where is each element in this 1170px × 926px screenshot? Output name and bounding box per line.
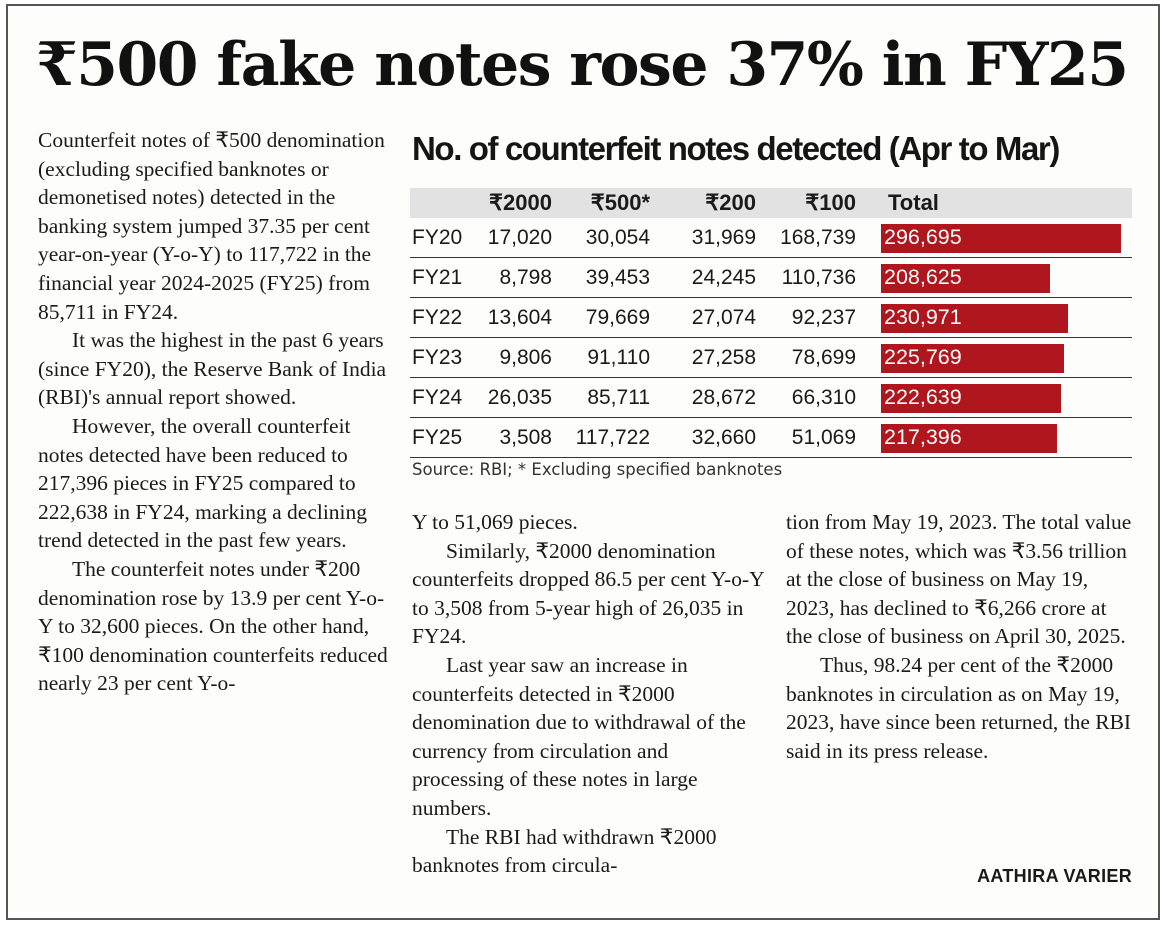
- paragraph: The RBI had withdrawn ₹2000 banknotes from circula-: [412, 824, 717, 878]
- fiscal-year-cell: FY23: [412, 346, 463, 369]
- cell-500: 117,722: [575, 426, 650, 449]
- cell-200: 24,245: [691, 266, 756, 289]
- table-body: [410, 218, 1132, 458]
- cell-100: 92,237: [791, 306, 856, 329]
- column-header-2000: ₹2000: [489, 190, 552, 215]
- column-header-total: Total: [888, 190, 939, 215]
- fiscal-year-cell: FY22: [412, 306, 463, 329]
- table-row: [410, 378, 1132, 418]
- cell-200: 28,672: [691, 386, 756, 409]
- table-row: [410, 338, 1132, 378]
- cell-200: 27,074: [691, 306, 756, 329]
- cell-100: 168,739: [780, 226, 856, 249]
- column-header-100: ₹100: [805, 190, 856, 215]
- cell-100: 78,699: [791, 346, 856, 369]
- headline: ₹500 fake notes rose 37% in FY25: [36, 30, 1128, 100]
- paragraph: Y to 51,069 pieces.: [412, 510, 578, 534]
- table-row: [410, 218, 1132, 258]
- paragraph: Counterfeit notes of ₹500 denomination (excluding specified banknotes or demonetised notes) detected in the banking system jumped 37.35 per cent year-on-year (Y-o-Y) to 117,722 in the financial year 2024-2025 (FY25) from 85,711 in FY24.: [38, 128, 385, 324]
- cell-2000: 13,604: [487, 306, 552, 329]
- cell-200: 27,258: [691, 346, 756, 369]
- paragraph: Last year saw an increase in counterfeits detected in ₹2000 denomination due to withdrawal of the currency from circulation and processing of these notes in large numbers.: [412, 652, 746, 820]
- column-header-500: ₹500*: [590, 190, 650, 215]
- cell-100: 51,069: [791, 426, 856, 449]
- article-column-3: [786, 508, 1134, 765]
- paragraph: Similarly, ₹2000 denomination counterfeits dropped 86.5 per cent Y-o-Y to 3,508 from 5-year high of 26,035 in FY24.: [412, 538, 764, 649]
- cell-2000: 8,798: [499, 266, 552, 289]
- fiscal-year-cell: FY25: [412, 426, 463, 449]
- source-note: Source: RBI; * Excluding specified banknotes: [412, 460, 783, 479]
- paragraph: However, the overall counterfeit notes detected have been reduced to 217,396 pieces in FY25 compared to 222,638 in FY24, marking a declining trend detected in the past few years.: [38, 413, 368, 553]
- fiscal-year-cell: FY20: [412, 226, 463, 249]
- article-column-1: [38, 126, 388, 698]
- total-value-label: 296,695: [884, 225, 962, 249]
- cell-200: 31,969: [691, 226, 756, 249]
- column-header-200: ₹200: [705, 190, 756, 215]
- table-row: [410, 258, 1132, 298]
- table-title: No. of counterfeit notes detected (Apr to Mar): [412, 130, 1059, 167]
- table-row: [410, 298, 1132, 338]
- paragraph: Thus, 98.24 per cent of the ₹2000 banknotes in circulation as on May 19, 2023, have since been returned, the RBI said in its press release.: [786, 652, 1132, 763]
- cell-100: 110,736: [781, 266, 856, 289]
- fiscal-year-cell: FY24: [412, 386, 463, 409]
- fiscal-year-cell: FY21: [412, 266, 463, 289]
- paragraph: The counterfeit notes under ₹200 denomination rose by 13.9 per cent Y-o-Y to 32,600 pieces. On the other hand, ₹100 denomination counterfeits reduced nearly 23 per cent Y-o-: [38, 556, 388, 696]
- cell-500: 79,669: [585, 306, 650, 329]
- cell-500: 85,711: [587, 386, 650, 409]
- cell-2000: 3,508: [499, 426, 552, 449]
- cell-2000: 26,035: [487, 386, 552, 409]
- cell-500: 91,110: [587, 346, 650, 369]
- cell-500: 39,453: [585, 266, 650, 289]
- total-value-label: 217,396: [884, 425, 962, 449]
- cell-500: 30,054: [585, 226, 650, 249]
- paragraph: tion from May 19, 2023. The total value of these notes, which was ₹3.56 trillion at the close of business on May 19, 2023, has declined to ₹6,266 crore at the close of business on April 30, 2025.: [786, 510, 1132, 649]
- table-header-row: [410, 188, 1132, 218]
- cell-200: 32,660: [691, 426, 756, 449]
- table-row: [410, 418, 1132, 458]
- article-column-2: [412, 508, 764, 880]
- paragraph: It was the highest in the past 6 years (since FY20), the Reserve Bank of India (RBI)'s annual report showed.: [38, 328, 387, 410]
- total-value-label: 208,625: [884, 265, 962, 289]
- cell-2000: 9,806: [499, 346, 552, 369]
- cell-2000: 17,020: [487, 226, 552, 249]
- cell-100: 66,310: [791, 386, 856, 409]
- byline: AATHIRA VARIER: [977, 866, 1132, 886]
- total-value-label: 225,769: [884, 345, 962, 369]
- total-value-label: 222,639: [884, 385, 962, 409]
- counterfeit-table: [410, 188, 1132, 458]
- total-value-label: 230,971: [884, 305, 962, 329]
